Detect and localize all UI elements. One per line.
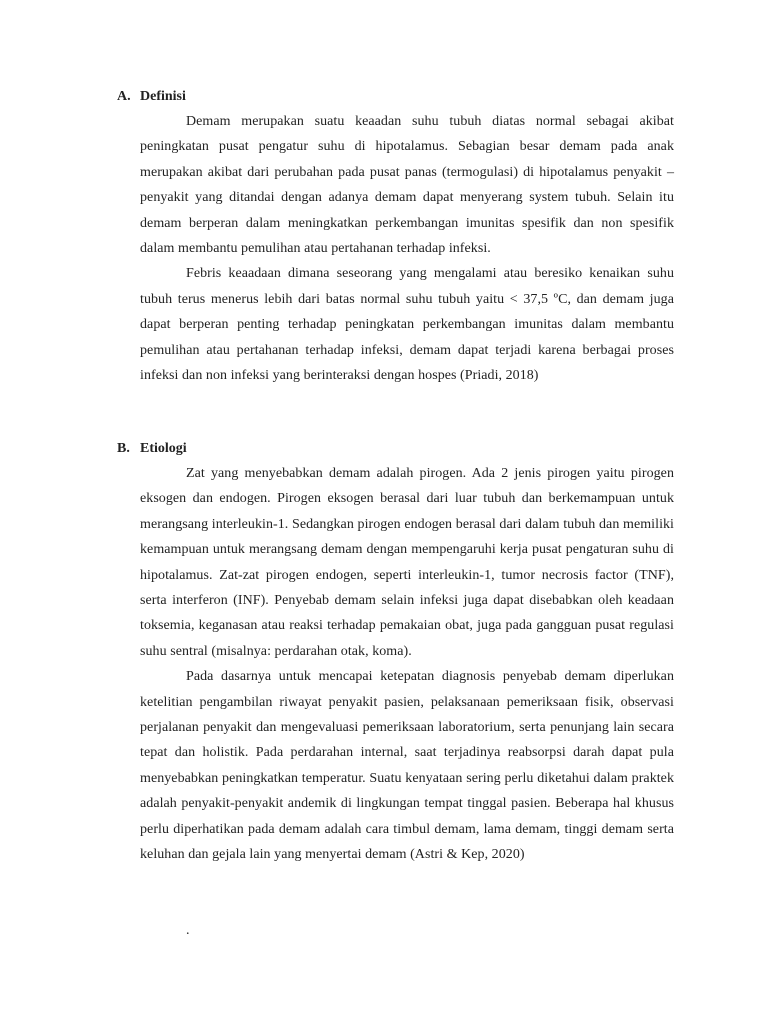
paragraph: Zat yang menyebabkan demam adalah pirogen. Ada 2 jenis pirogen yaitu pirogen eksogen dan endogen. Pirogen eksogen berasal dari luar tubuh dan berkemampuan untuk merangsang interleukin-1. Sedangkan pirogen endogen berasal dari dalam tubuh dan memiliki kemampuan untuk merangsang demam dengan mempengaruhi kerja pusat pengaturan suhu di hipotalamus. Zat-zat pirogen endogen, seperti interleukin-1, tumor necrosis factor (TNF), serta interferon (INF). Penyebab demam selain infeksi juga dapat disebabkan oleh keadaan toksemia, keganasan atau reaksi terhadap pemakaian obat, juga pada gangguan pusat regulasi suhu sentral (misalnya: perdarahan otak, koma). xyxy=(140,466,674,659)
section-letter: A. xyxy=(117,89,131,104)
trailing-mark: . xyxy=(186,923,190,938)
section-etiologi xyxy=(0,436,768,868)
section-heading xyxy=(0,84,768,109)
section-heading xyxy=(0,436,768,461)
paragraph: Demam merupakan suatu keaadan suhu tubuh diatas normal sebagai akibat peningkatan pusat pengatur suhu di hipotalamus. Sebagian besar demam pada anak merupakan akibat dari perubahan pada pusat panas (termogulasi) di hipotalamus penyakit – penyakit yang ditandai dengan adanya demam dapat menyerang system tubuh. Selain itu demam berperan dalam meningkatkan perkembangan imunitas spesifik dan non spesifik dalam membantu pemulihan atau pertahanan terhadap infeksi. xyxy=(140,114,674,257)
section-title: Definisi xyxy=(140,89,186,104)
paragraph: Pada dasarnya untuk mencapai ketepatan diagnosis penyebab demam diperlukan ketelitian pengambilan riwayat penyakit pasien, pelaksanaan pemeriksaan fisik, observasi perjalanan penyakit dan mengevaluasi pemeriksaan laboratorium, serta penunjang lain secara tepat dan holistik. Pada perdarahan internal, saat terjadinya reabsorpsi darah dapat pula menyebabkan peningkatkan temperatur. Suatu kenyataan sering perlu diketahui dalam praktek adalah penyakit-penyakit andemik di lingkungan tempat tinggal pasien. Beberapa hal khusus perlu diperhatikan pada demam adalah cara timbul demam, lama demam, tinggi demam serta keluhan dan gejala lain yang menyertai demam (Astri & Kep, 2020) xyxy=(140,669,674,863)
section-definisi xyxy=(0,84,768,388)
paragraph: Febris keaadaan dimana seseorang yang mengalami atau beresiko kenaikan suhu tubuh terus menerus lebih dari batas normal suhu tubuh yaitu < 37,5 ºC, dan demam juga dapat berperan penting terhadap peningkatan perkembangan imunitas dalam membantu pemulihan atau pertahanan terhadap infeksi, demam dapat terjadi karena berbagai proses infeksi dan non infeksi yang berinteraksi dengan hospes (Priadi, 2018) xyxy=(140,266,674,384)
section-title: Etiologi xyxy=(140,441,187,456)
section-letter: B. xyxy=(117,441,130,456)
